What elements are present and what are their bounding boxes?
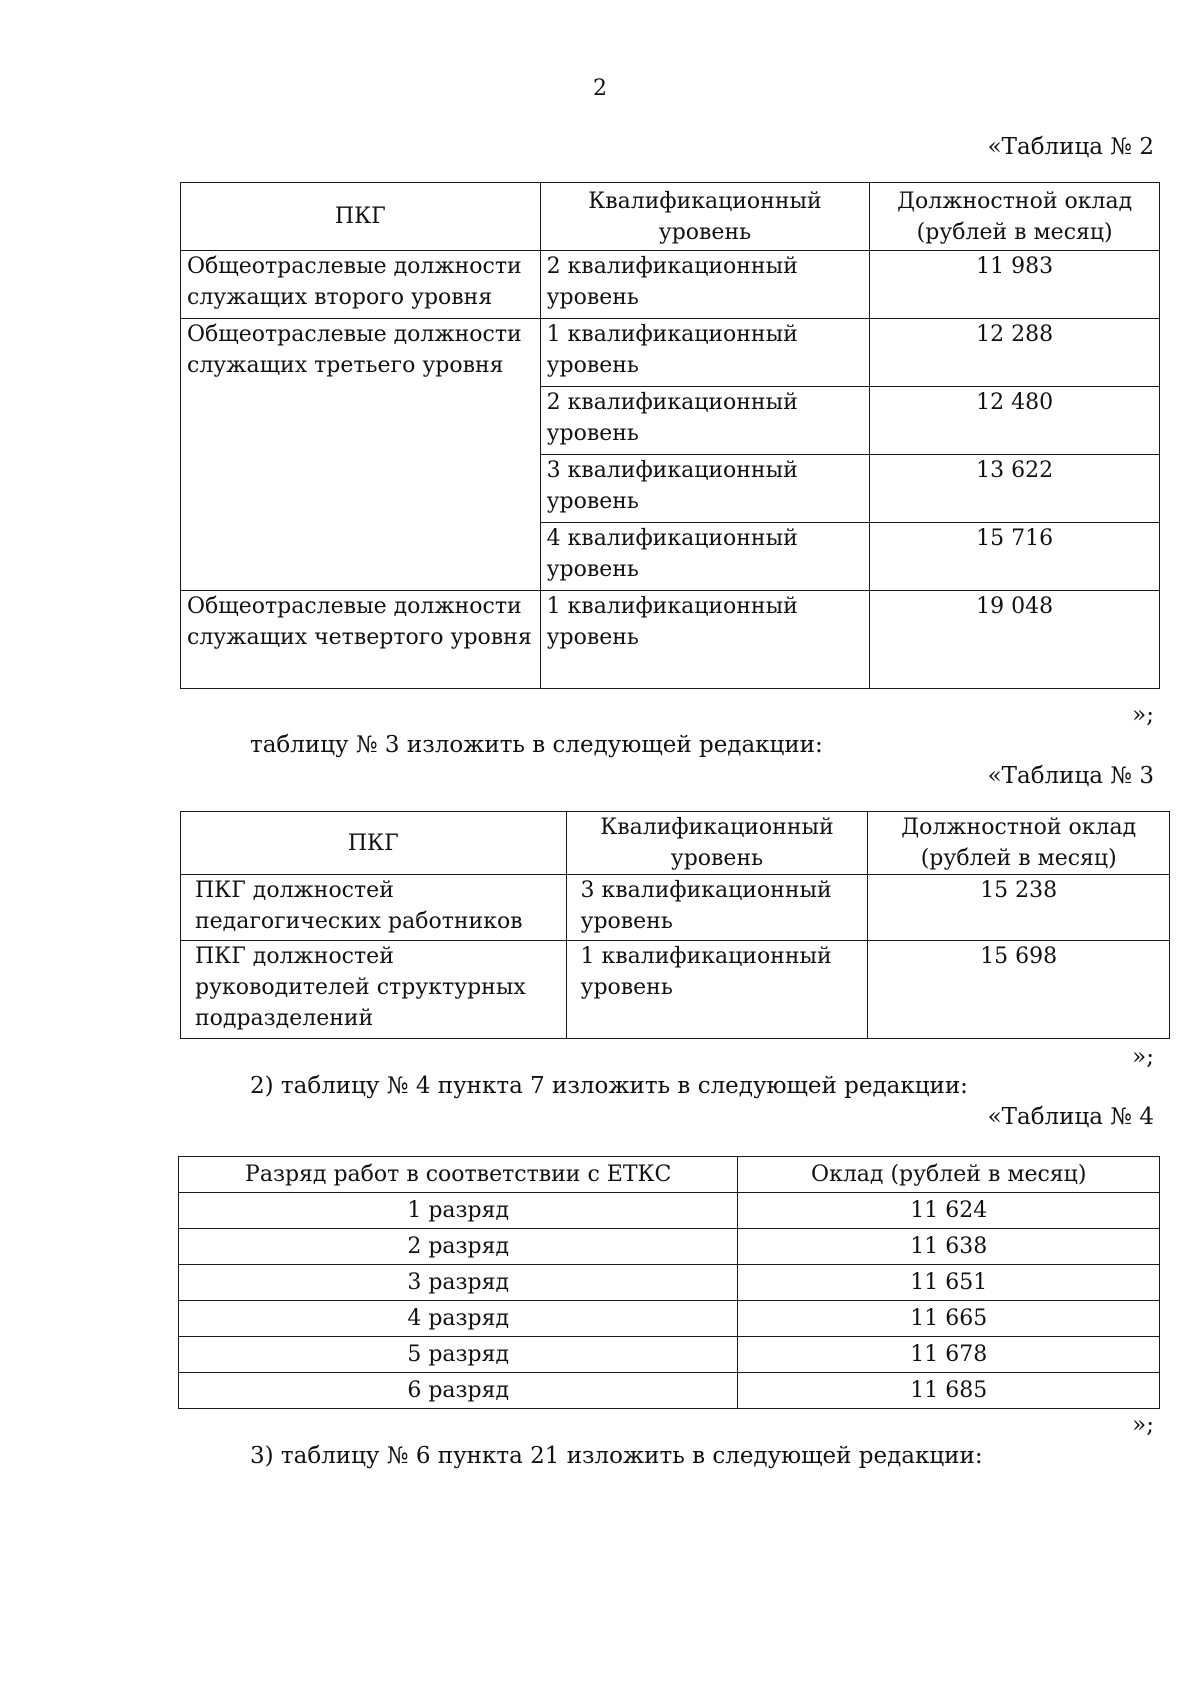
level-cell: 1 квалификационный уровень: [540, 319, 870, 387]
salary-cell: 11 678: [738, 1337, 1160, 1373]
salary-cell: 15 238: [868, 875, 1170, 941]
table-row: [179, 1229, 1160, 1265]
table3-header-salary: Должностной оклад (рублей в месяц): [868, 812, 1170, 875]
level-cell: 2 квалификационный уровень: [540, 387, 870, 455]
table4-closing: »;: [1132, 1412, 1154, 1438]
table4-header-grade: Разряд работ в соответствии с ЕТКС: [179, 1157, 738, 1193]
grade-cell: 3 разряд: [179, 1265, 738, 1301]
table-row: [179, 1301, 1160, 1337]
table4: [178, 1156, 1160, 1409]
pkg-cell: ПКГ должностей руководителей структурных подразделений: [181, 941, 567, 1039]
grade-cell: 2 разряд: [179, 1229, 738, 1265]
table3-header-row: [181, 812, 1170, 875]
salary-cell: 11 651: [738, 1265, 1160, 1301]
instruction-table3: таблицу № 3 изложить в следующей редакции:: [250, 732, 823, 758]
level-cell: 3 квалификационный уровень: [566, 875, 868, 941]
table2-caption: «Таблица № 2: [987, 134, 1154, 160]
table4-caption: «Таблица № 4: [987, 1104, 1154, 1130]
table3-closing: »;: [1132, 1044, 1154, 1070]
table-row: [179, 1265, 1160, 1301]
grade-cell: 5 разряд: [179, 1337, 738, 1373]
table2-header-pkg: ПКГ: [181, 183, 541, 251]
table2: [180, 182, 1160, 689]
salary-cell: 11 624: [738, 1193, 1160, 1229]
table-row: [179, 1373, 1160, 1409]
salary-cell: 11 638: [738, 1229, 1160, 1265]
table-row: [181, 875, 1170, 941]
grade-cell: 4 разряд: [179, 1301, 738, 1337]
table-row: [179, 1337, 1160, 1373]
table3-caption: «Таблица № 3: [987, 763, 1154, 789]
salary-cell: 12 288: [870, 319, 1160, 387]
instruction-table6: 3) таблицу № 6 пункта 21 изложить в следующей редакции:: [250, 1443, 983, 1469]
salary-cell: 19 048: [870, 591, 1160, 689]
level-cell: 3 квалификационный уровень: [540, 455, 870, 523]
grade-cell: 6 разряд: [179, 1373, 738, 1409]
table-row: [181, 319, 1160, 387]
table-row: [179, 1193, 1160, 1229]
table4-header-row: [179, 1157, 1160, 1193]
table2-header-salary: Должностной оклад (рублей в месяц): [870, 183, 1160, 251]
table3-header-level: Квалификационный уровень: [566, 812, 868, 875]
level-cell: 2 квалификационный уровень: [540, 251, 870, 319]
pkg-cell: Общеотраслевые должности служащих третьего уровня: [181, 319, 541, 591]
level-cell: 4 квалификационный уровень: [540, 523, 870, 591]
salary-cell: 15 716: [870, 523, 1160, 591]
pkg-cell: Общеотраслевые должности служащих второго уровня: [181, 251, 541, 319]
level-cell: 1 квалификационный уровень: [566, 941, 868, 1039]
pkg-cell: Общеотраслевые должности служащих четвертого уровня: [181, 591, 541, 689]
table2-header-level: Квалификационный уровень: [540, 183, 870, 251]
salary-cell: 11 685: [738, 1373, 1160, 1409]
table-row: [181, 941, 1170, 1039]
table2-closing: »;: [1132, 702, 1154, 728]
salary-cell: 13 622: [870, 455, 1160, 523]
table2-header-row: [181, 183, 1160, 251]
table-row: [181, 251, 1160, 319]
table3: [180, 811, 1170, 1039]
grade-cell: 1 разряд: [179, 1193, 738, 1229]
salary-cell: 12 480: [870, 387, 1160, 455]
level-cell: 1 квалификационный уровень: [540, 591, 870, 689]
page-number: 2: [593, 76, 607, 101]
salary-cell: 11 665: [738, 1301, 1160, 1337]
instruction-table4: 2) таблицу № 4 пункта 7 изложить в следующей редакции:: [250, 1073, 968, 1099]
table-row: [181, 591, 1160, 689]
salary-cell: 15 698: [868, 941, 1170, 1039]
pkg-cell: ПКГ должностей педагогических работников: [181, 875, 567, 941]
salary-cell: 11 983: [870, 251, 1160, 319]
table3-header-pkg: ПКГ: [181, 812, 567, 875]
table4-header-salary: Оклад (рублей в месяц): [738, 1157, 1160, 1193]
